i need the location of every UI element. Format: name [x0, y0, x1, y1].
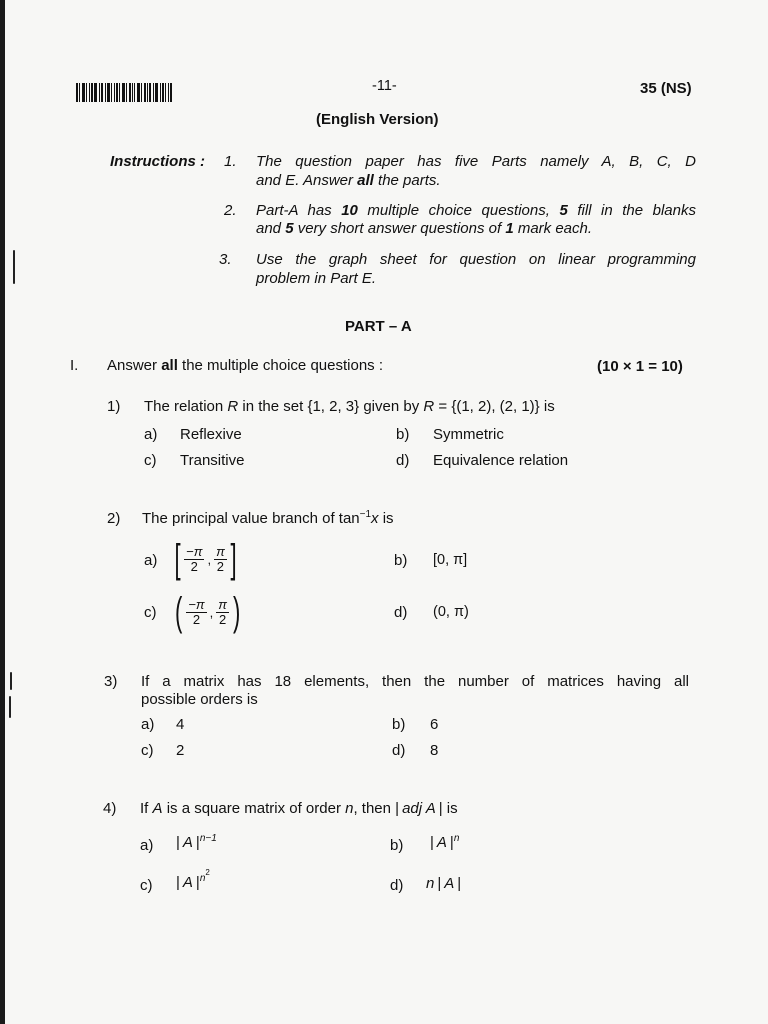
paper-code: 35 (NS): [640, 80, 692, 97]
page-number: -11-: [372, 78, 397, 94]
scan-edge: [0, 0, 5, 1024]
option-letter: d): [394, 604, 408, 621]
question-3-line1: If a matrix has 18 elements, then the number of matrices having all: [141, 673, 689, 690]
version-title: (English Version): [316, 111, 439, 128]
q3-option-d: 8: [430, 742, 439, 759]
part-title: PART – A: [345, 318, 412, 335]
question-number: 4): [103, 800, 117, 817]
question-1-text: The relation R in the set {1, 2, 3} given by R = {(1, 2), (2, 1)} is: [144, 398, 555, 415]
q4-option-b: | A $|^n$: [430, 833, 460, 851]
option-letter: a): [141, 716, 155, 733]
q1-option-b: Symmetric: [433, 426, 504, 443]
option-letter: c): [140, 877, 153, 894]
option-letter: b): [392, 716, 406, 733]
option-letter: b): [396, 426, 410, 443]
question-4-text: If A is a square matrix of order n, then | adj A | is: [140, 800, 458, 817]
q4-option-c: | A $|^{n2}$: [176, 868, 210, 891]
option-letter: c): [144, 604, 157, 621]
option-letter: c): [144, 452, 157, 469]
q1-option-c: Transitive: [180, 452, 245, 469]
instruction-1-line2: and E. Answer all the parts.: [256, 172, 441, 189]
option-letter: a): [144, 426, 158, 443]
q2-option-c: ( $\frac{-\pi}{2}$ , $\frac{\pi}{2}$ ): [174, 590, 241, 634]
q2-option-b: [0, π]: [433, 552, 468, 568]
instruction-3-line2: problem in Part E.: [256, 270, 377, 287]
scan-mark: [13, 250, 15, 284]
instruction-2-line1: Part-A has 10 multiple choice questions, 5 fill in the blanks: [256, 202, 696, 219]
barcode: [76, 83, 174, 102]
q3-option-c: 2: [176, 742, 185, 759]
option-letter: d): [396, 452, 410, 469]
question-2-text: The principal value branch of $\tan^{-1}x$ is: [142, 509, 394, 527]
instruction-number: 1.: [224, 153, 237, 170]
question-number: 3): [104, 673, 118, 690]
section-instruction: Answer all the multiple choice questions :: [107, 357, 383, 374]
q2-option-a: [ $\frac{-\pi}{2}$ , $\frac{\pi}{2}$ ]: [174, 537, 237, 581]
question-3-line2: possible orders is: [141, 691, 258, 708]
instruction-number: 3.: [219, 251, 232, 268]
q3-option-a: 4: [176, 716, 185, 733]
option-letter: a): [144, 552, 158, 569]
q3-option-b: 6: [430, 716, 439, 733]
q4-option-a: | A $|^{n-1}$: [176, 833, 217, 851]
q1-option-a: Reflexive: [180, 426, 242, 443]
scan-mark: [10, 672, 12, 690]
option-letter: d): [390, 877, 404, 894]
instruction-3-line1: Use the graph sheet for question on linear programming: [256, 251, 696, 268]
option-letter: a): [140, 837, 154, 854]
option-letter: b): [390, 837, 404, 854]
instruction-1-line1: The question paper has five Parts namely A, B, C, D: [256, 153, 696, 170]
q4-option-d: n | A |: [426, 875, 462, 892]
scan-mark: [9, 696, 11, 718]
section-marks: (10 × 1 = 10): [597, 358, 683, 375]
instruction-number: 2.: [224, 202, 237, 219]
q1-option-d: Equivalence relation: [433, 452, 569, 469]
q2-option-d: (0, π): [433, 604, 469, 620]
option-letter: d): [392, 742, 406, 759]
section-roman: I.: [70, 357, 79, 374]
question-number: 2): [107, 510, 121, 527]
question-number: 1): [107, 398, 121, 415]
option-letter: c): [141, 742, 154, 759]
instructions-label: Instructions :: [110, 153, 206, 170]
option-letter: b): [394, 552, 408, 569]
instruction-2-line2: and 5 very short answer questions of 1 mark each.: [256, 220, 593, 237]
